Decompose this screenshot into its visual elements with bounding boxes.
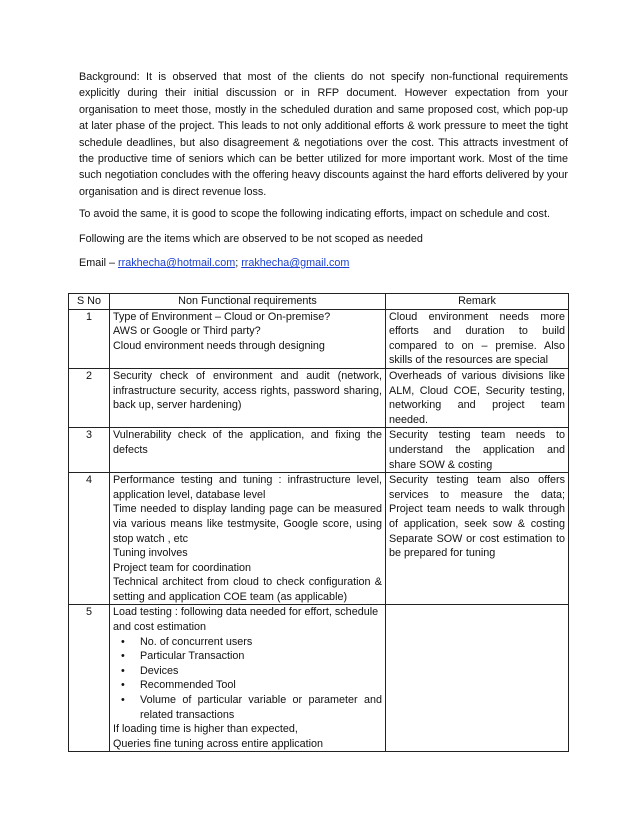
email-line bbox=[79, 255, 568, 271]
email-separator: ; bbox=[235, 257, 242, 270]
table-row bbox=[69, 605, 569, 752]
table-row bbox=[69, 428, 569, 473]
requirement-line: If loading time is higher than expected, bbox=[113, 723, 298, 736]
list-item: • No. of concurrent users bbox=[140, 635, 382, 650]
requirement-line: Queries fine tuning across entire application bbox=[113, 737, 324, 750]
list-item: • Recommended Tool bbox=[140, 678, 382, 693]
list-item: • Volume of particular variable or parameter and related transactions bbox=[140, 693, 382, 722]
requirement-line: Project team for coordination bbox=[113, 561, 252, 574]
list-item: • Particular Transaction bbox=[140, 649, 382, 664]
email-link-gmail[interactable]: rrakhecha@gmail.com bbox=[241, 257, 350, 270]
requirement-line: Tuning involves bbox=[113, 547, 188, 560]
requirement-line: Security check of environment and audit (network, infrastructure security, access rights, password sharing, back up, server hardening) bbox=[113, 369, 382, 412]
header-requirements: Non Functional requirements bbox=[110, 294, 386, 310]
row-sno: 4 bbox=[69, 473, 110, 605]
row-requirement bbox=[110, 605, 386, 752]
requirement-intro: Load testing : following data needed for effort, schedule and cost estimation bbox=[113, 606, 379, 634]
table-row bbox=[69, 473, 569, 605]
requirement-line: AWS or Google or Third party? bbox=[113, 325, 261, 338]
row-sno: 5 bbox=[69, 605, 110, 752]
requirement-line: Vulnerability check of the application, and fixing the defects bbox=[113, 429, 382, 456]
row-remark bbox=[386, 605, 569, 752]
row-remark: Security testing team also offers services to measure the data; Project team needs to walk through of application, seek sow & costing Separate SOW or cost estimation to be prepared for tuning bbox=[386, 473, 569, 605]
row-requirement bbox=[110, 473, 386, 605]
row-requirement bbox=[110, 309, 386, 368]
row-sno: 2 bbox=[69, 368, 110, 427]
document-body bbox=[79, 69, 568, 271]
table-row bbox=[69, 368, 569, 427]
header-sno: S No bbox=[69, 294, 110, 310]
list-item: • Devices bbox=[140, 664, 382, 679]
row-remark: Cloud environment needs more efforts and duration to build compared to on – premise. Also skills of the resources are special bbox=[386, 309, 569, 368]
requirement-line: Performance testing and tuning : infrastructure level, application level, database level bbox=[113, 474, 382, 501]
row-sno: 1 bbox=[69, 309, 110, 368]
email-link-hotmail[interactable]: rrakhecha@hotmail.com bbox=[118, 257, 236, 270]
header-remark: Remark bbox=[386, 294, 569, 310]
requirement-bullet-list bbox=[113, 635, 382, 723]
requirements-table bbox=[68, 293, 569, 752]
requirement-line: Type of Environment – Cloud or On-premise? bbox=[113, 310, 331, 323]
row-sno: 3 bbox=[69, 428, 110, 473]
requirement-line: Cloud environment needs through designing bbox=[113, 339, 325, 352]
following-paragraph: Following are the items which are observed to be not scoped as needed bbox=[79, 232, 423, 245]
row-remark: Security testing team needs to understand the application and share SOW & costing bbox=[386, 428, 569, 473]
requirement-line: Time needed to display landing page can be measured via various means like testmysite, Google score, using stop watch , etc bbox=[113, 503, 382, 545]
row-remark: Overheads of various divisions like ALM, Cloud COE, Security testing, networking and project team needed. bbox=[386, 368, 569, 427]
table-row bbox=[69, 309, 569, 368]
background-paragraph: Background: It is observed that most of the clients do not specify non-functional requirements explicitly during their initial discussion or in RFP document. However expectation from your organisation to meet those, mostly in the scheduled duration and same proposed cost, which pop-up at later phase of the project. This leads to not only additional efforts & work pressure to meet the tight schedule deadlines, but also disagreement & negotiations over the cost. This attracts investment of the productive time of seniors which can be better utilized for more important work. Most of the time such negotiation concludes with the offering heavy discounts against the hard efforts delivered by your organisation and is direct revenue loss. bbox=[79, 71, 568, 198]
avoid-paragraph: To avoid the same, it is good to scope the following indicating efforts, impact on schedule and cost. bbox=[79, 208, 550, 221]
table-header-row bbox=[69, 294, 569, 310]
row-requirement bbox=[110, 428, 386, 473]
row-requirement bbox=[110, 368, 386, 427]
email-prefix: Email – bbox=[79, 257, 119, 270]
requirement-line: Technical architect from cloud to check configuration & setting and application COE team (as applicable) bbox=[113, 576, 382, 603]
